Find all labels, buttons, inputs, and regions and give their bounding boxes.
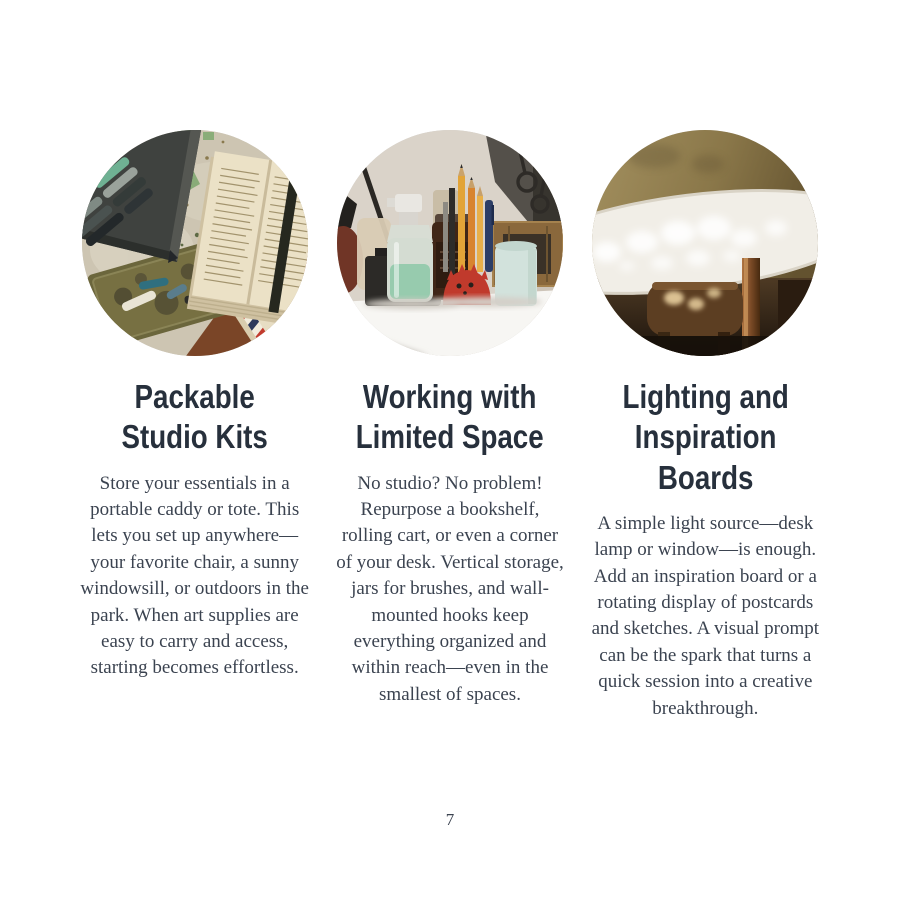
heading-line: Boards [657, 458, 754, 496]
column-heading [354, 377, 547, 458]
column-body: Store your essentials in a portable caddy or tote. This lets you set up anywhere—your favorite chair, a sunny windowsill, or outdoors in the park. When art supplies are easy to carry and access, starting becomes effortless. [80, 472, 309, 679]
content-columns [80, 130, 820, 722]
column-body: A simple light source—desk lamp or window—is enough. Add an inspiration board or a rotating display of postcards and sketches. A visual prompt can be the spark that turns a quick session into a creative breakthrough. [591, 512, 820, 719]
column-heading [98, 377, 291, 458]
column-lighting-and-inspiration-boards [591, 130, 820, 722]
heading-line: Limited Space [356, 418, 544, 456]
heading-line: Working with [363, 378, 537, 415]
column-packable-studio-kits [80, 130, 309, 722]
photo-dappled-light-table [592, 130, 818, 356]
heading-line: Inspiration [634, 418, 777, 456]
column-working-with-limited-space [335, 130, 564, 722]
column-body: No studio? No problem! Repurpose a bookshelf, rolling cart, or even a corner of your desk. Vertical storage, jars for brushes, and wall-mounted hooks keep everything organized and within reach—even in the smallest of spaces. [336, 472, 564, 705]
page-number: 7 [445, 810, 455, 829]
photo-art-supplies-flatlay [82, 130, 308, 356]
photo-desk-supplies [337, 130, 563, 356]
heading-line: Lighting and [622, 378, 789, 415]
column-heading [609, 377, 802, 498]
heading-line: Packable [134, 378, 255, 415]
heading-line: Studio Kits [121, 418, 268, 456]
